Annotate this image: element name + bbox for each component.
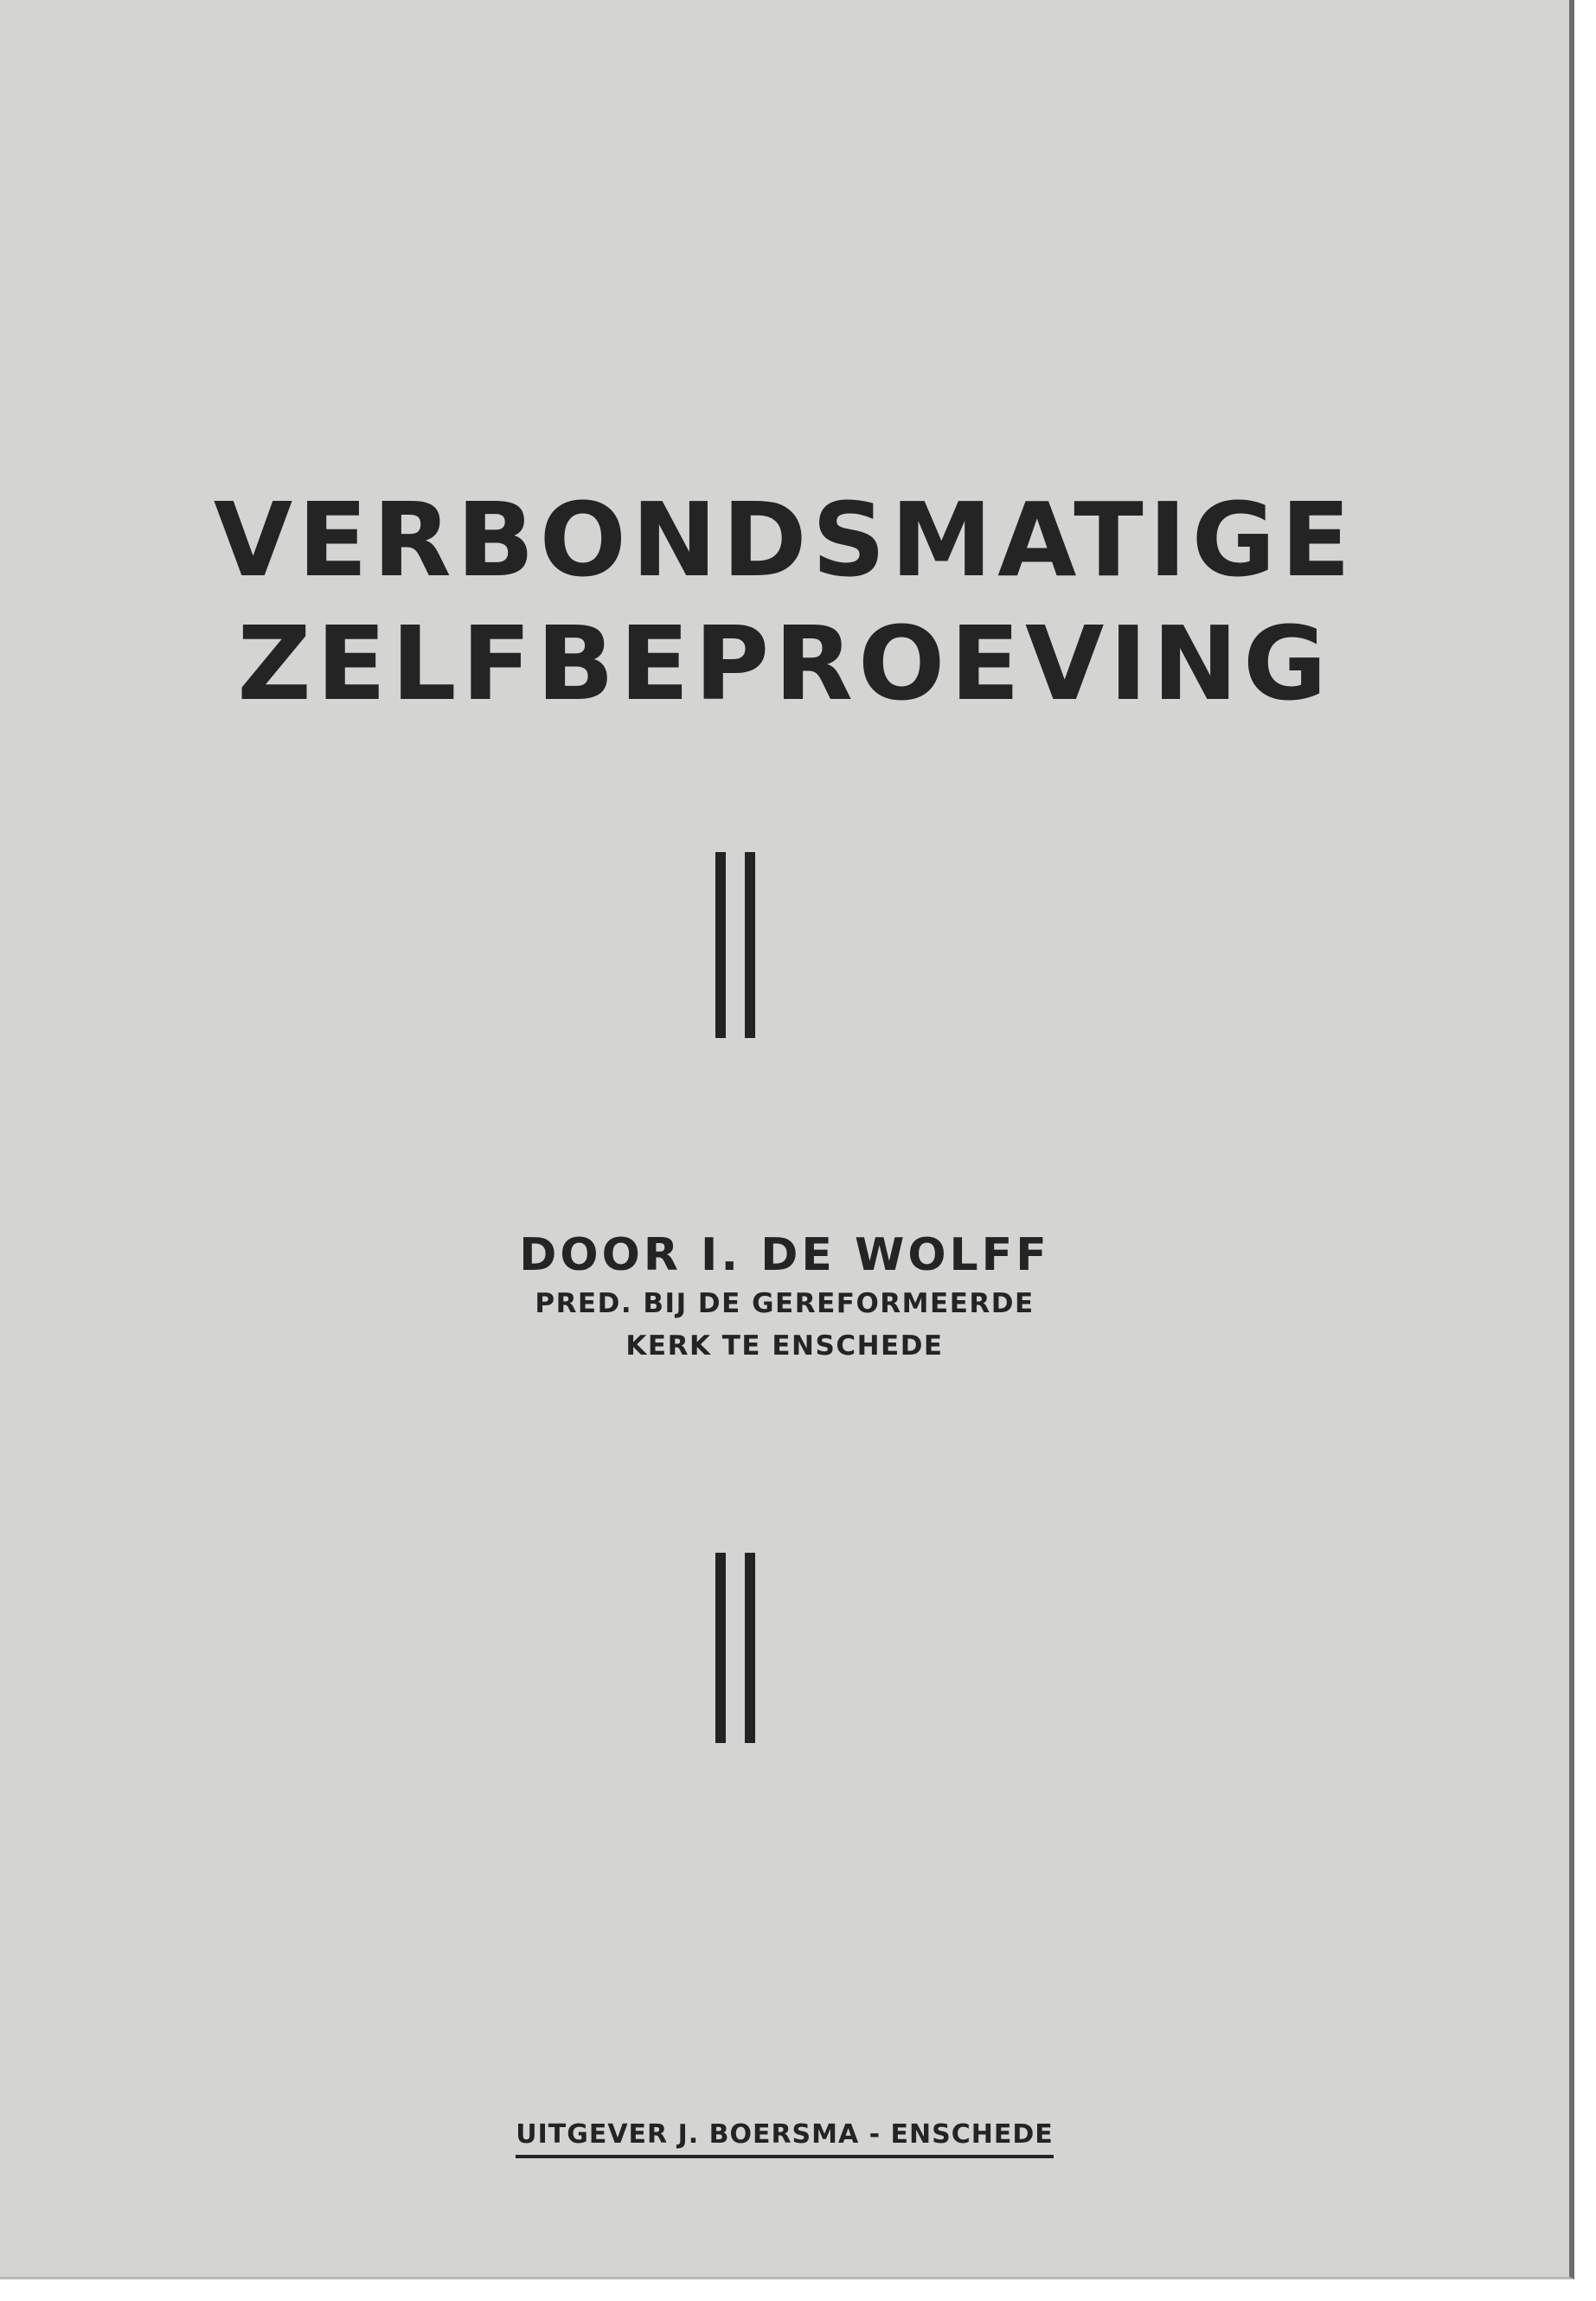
- publisher-line: [0, 2119, 1569, 2158]
- decorative-double-bar-bottom: [715, 1553, 755, 1743]
- author-name: DOOR I. DE WOLFF: [519, 1229, 1050, 1281]
- bar-rule: [715, 852, 726, 1038]
- author-role: PRED. BIJ DE GEREFORMEERDE: [535, 1288, 1035, 1319]
- bar-rule: [745, 852, 755, 1038]
- title-line-1: VERBONDSMATIGE: [213, 480, 1356, 599]
- bar-rule: [715, 1553, 726, 1743]
- publisher-text: UITGEVER J. BOERSMA - ENSCHEDE: [516, 2119, 1054, 2158]
- decorative-double-bar-top: [715, 852, 755, 1038]
- author-place: KERK TE ENSCHEDE: [625, 1330, 944, 1362]
- bar-rule: [745, 1553, 755, 1743]
- title-line-2: ZELFBEPROEVING: [237, 604, 1332, 723]
